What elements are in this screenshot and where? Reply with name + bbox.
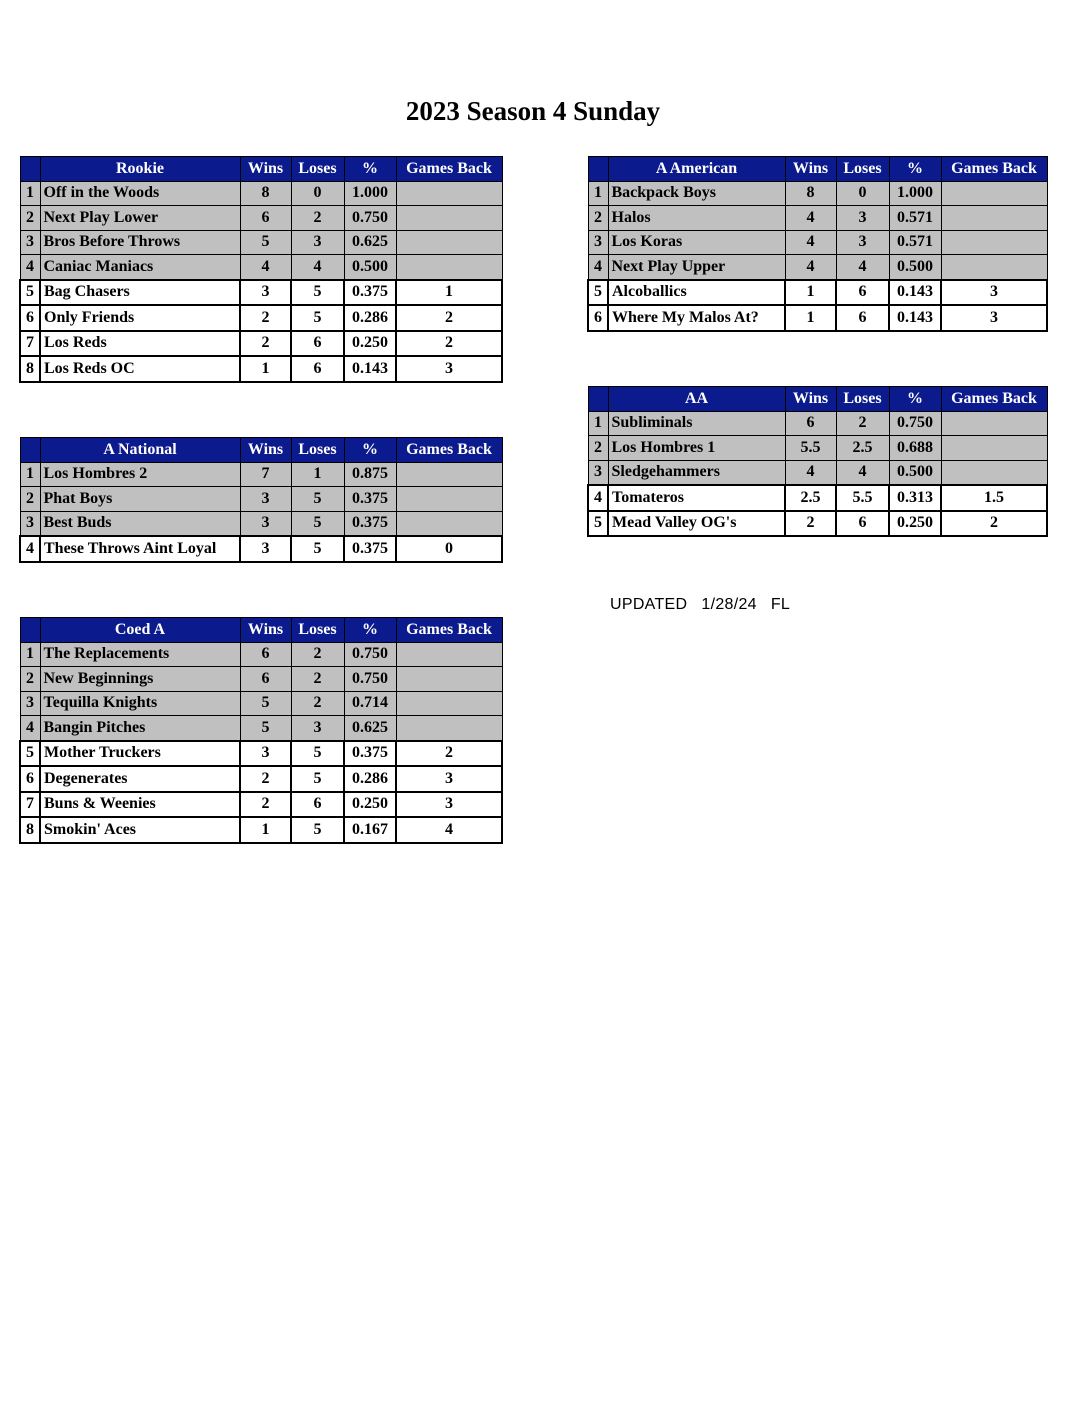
- pct-cell: 0.688: [889, 436, 941, 461]
- wins-cell: 6: [240, 667, 291, 692]
- rank-cell: 5: [588, 511, 608, 537]
- rank-cell: 8: [20, 817, 40, 843]
- loses-cell: 4: [836, 460, 889, 485]
- games-back-cell: [396, 642, 502, 667]
- games-back-cell: 1.5: [941, 485, 1047, 511]
- games-back-cell: 0: [396, 536, 502, 562]
- rank-cell: 3: [20, 691, 40, 716]
- division-name: AA: [608, 387, 785, 412]
- games-back-header: Games Back: [396, 157, 502, 182]
- header-row: [588, 387, 1047, 412]
- header-row: [20, 157, 502, 182]
- rank-cell: 7: [20, 331, 40, 357]
- wins-cell: 3: [240, 536, 291, 562]
- rank-cell: 2: [20, 206, 40, 231]
- wins-cell: 1: [785, 280, 836, 306]
- rank-cell: 5: [20, 741, 40, 767]
- games-back-cell: [941, 460, 1047, 485]
- team-row: [588, 206, 1047, 231]
- games-back-cell: [396, 667, 502, 692]
- team-name-cell: Bag Chasers: [40, 280, 240, 306]
- division-name: A National: [40, 438, 240, 463]
- loses-cell: 5: [291, 305, 344, 331]
- wins-cell: 2: [240, 792, 291, 818]
- rank-cell: 3: [588, 230, 608, 255]
- wins-header: Wins: [785, 157, 836, 182]
- standings-table-a-national: [19, 437, 503, 563]
- pct-cell: 0.750: [889, 411, 941, 436]
- team-row: [20, 487, 502, 512]
- games-back-cell: 2: [941, 511, 1047, 537]
- wins-header: Wins: [240, 438, 291, 463]
- wins-cell: 6: [240, 642, 291, 667]
- wins-cell: 5.5: [785, 436, 836, 461]
- loses-cell: 2: [291, 667, 344, 692]
- team-row: [20, 792, 502, 818]
- pct-cell: 0.143: [889, 280, 941, 306]
- loses-cell: 0: [836, 181, 889, 206]
- updated-date: 1/28/24: [701, 596, 757, 613]
- pct-cell: 0.750: [344, 667, 396, 692]
- games-back-cell: [396, 487, 502, 512]
- pct-cell: 0.500: [344, 255, 396, 280]
- team-name-cell: Mother Truckers: [40, 741, 240, 767]
- rank-cell: 4: [20, 536, 40, 562]
- team-name-cell: Degenerates: [40, 766, 240, 792]
- team-name-cell: Off in the Woods: [40, 181, 240, 206]
- wins-cell: 2.5: [785, 485, 836, 511]
- pct-header: %: [344, 438, 396, 463]
- rank-header: [20, 618, 40, 643]
- rank-cell: 1: [20, 181, 40, 206]
- wins-cell: 4: [785, 206, 836, 231]
- page-title: 2023 Season 4 Sunday: [405, 96, 661, 126]
- pct-cell: 0.375: [344, 511, 396, 536]
- team-row: [20, 280, 502, 306]
- pct-cell: 0.500: [889, 460, 941, 485]
- games-back-header: Games Back: [941, 387, 1047, 412]
- rank-cell: 4: [588, 485, 608, 511]
- team-name-cell: The Replacements: [40, 642, 240, 667]
- pct-cell: 0.286: [344, 766, 396, 792]
- team-row: [588, 436, 1047, 461]
- rank-cell: 4: [588, 255, 608, 280]
- division-name: Coed A: [40, 618, 240, 643]
- wins-cell: 4: [785, 230, 836, 255]
- team-row: [588, 485, 1047, 511]
- wins-header: Wins: [240, 157, 291, 182]
- team-row: [20, 741, 502, 767]
- games-back-cell: [396, 206, 502, 231]
- pct-cell: 0.875: [344, 462, 396, 487]
- team-row: [20, 356, 502, 382]
- loses-cell: 3: [836, 230, 889, 255]
- team-row: [20, 766, 502, 792]
- loses-cell: 5: [291, 766, 344, 792]
- wins-cell: 3: [240, 741, 291, 767]
- loses-cell: 6: [291, 331, 344, 357]
- games-back-header: Games Back: [941, 157, 1047, 182]
- pct-cell: 0.375: [344, 487, 396, 512]
- wins-cell: 2: [785, 511, 836, 537]
- games-back-cell: 3: [941, 280, 1047, 306]
- team-row: [588, 411, 1047, 436]
- games-back-cell: [941, 436, 1047, 461]
- pct-cell: 0.714: [344, 691, 396, 716]
- loses-cell: 2: [291, 206, 344, 231]
- loses-cell: 5: [291, 280, 344, 306]
- wins-cell: 2: [240, 331, 291, 357]
- wins-cell: 3: [240, 487, 291, 512]
- wins-header: Wins: [785, 387, 836, 412]
- rank-cell: 6: [20, 766, 40, 792]
- team-row: [20, 691, 502, 716]
- team-row: [20, 716, 502, 741]
- pct-cell: 0.167: [344, 817, 396, 843]
- games-back-cell: [941, 230, 1047, 255]
- updated-initials: FL: [770, 596, 791, 613]
- team-row: [588, 511, 1047, 537]
- team-name-cell: Buns & Weenies: [40, 792, 240, 818]
- games-back-cell: [941, 411, 1047, 436]
- team-name-cell: Caniac Maniacs: [40, 255, 240, 280]
- loses-cell: 5: [291, 536, 344, 562]
- team-row: [20, 462, 502, 487]
- rank-cell: 3: [20, 230, 40, 255]
- team-name-cell: Tomateros: [608, 485, 785, 511]
- team-name-cell: Only Friends: [40, 305, 240, 331]
- games-back-cell: [941, 255, 1047, 280]
- team-row: [588, 181, 1047, 206]
- rank-cell: 1: [588, 181, 608, 206]
- wins-cell: 8: [785, 181, 836, 206]
- standings-table-coed-a: [19, 617, 503, 844]
- wins-cell: 4: [785, 255, 836, 280]
- rank-cell: 5: [588, 280, 608, 306]
- loses-cell: 6: [836, 305, 889, 331]
- loses-cell: 6: [291, 356, 344, 382]
- team-row: [588, 255, 1047, 280]
- updated-label: UPDATED: [610, 596, 688, 613]
- team-name-cell: Mead Valley OG's: [608, 511, 785, 537]
- games-back-cell: [941, 206, 1047, 231]
- games-back-cell: 2: [396, 305, 502, 331]
- loses-cell: 4: [291, 255, 344, 280]
- pct-cell: 0.375: [344, 536, 396, 562]
- team-row: [20, 511, 502, 536]
- wins-cell: 2: [240, 305, 291, 331]
- pct-cell: 0.250: [344, 331, 396, 357]
- team-name-cell: Best Buds: [40, 511, 240, 536]
- loses-cell: 5: [291, 741, 344, 767]
- rank-cell: 2: [20, 667, 40, 692]
- team-row: [20, 230, 502, 255]
- wins-cell: 6: [240, 206, 291, 231]
- loses-cell: 2: [291, 691, 344, 716]
- rank-cell: 1: [20, 642, 40, 667]
- team-name-cell: Smokin' Aces: [40, 817, 240, 843]
- team-name-cell: Los Hombres 1: [608, 436, 785, 461]
- team-row: [20, 642, 502, 667]
- rank-cell: 8: [20, 356, 40, 382]
- games-back-cell: 3: [396, 356, 502, 382]
- wins-cell: 8: [240, 181, 291, 206]
- pct-cell: 0.313: [889, 485, 941, 511]
- wins-cell: 1: [240, 356, 291, 382]
- loses-cell: 5.5: [836, 485, 889, 511]
- rank-cell: 6: [20, 305, 40, 331]
- wins-cell: 1: [785, 305, 836, 331]
- loses-cell: 3: [836, 206, 889, 231]
- team-name-cell: New Beginnings: [40, 667, 240, 692]
- loses-cell: 5: [291, 817, 344, 843]
- loses-cell: 3: [291, 230, 344, 255]
- team-row: [20, 255, 502, 280]
- team-name-cell: Tequilla Knights: [40, 691, 240, 716]
- loses-header: Loses: [836, 387, 889, 412]
- games-back-cell: 2: [396, 331, 502, 357]
- team-name-cell: Subliminals: [608, 411, 785, 436]
- division-name: A American: [608, 157, 785, 182]
- rank-cell: 3: [20, 511, 40, 536]
- wins-cell: 6: [785, 411, 836, 436]
- team-name-cell: Bros Before Throws: [40, 230, 240, 255]
- loses-cell: 6: [836, 511, 889, 537]
- pct-cell: 1.000: [889, 181, 941, 206]
- games-back-cell: 3: [396, 766, 502, 792]
- rank-cell: 3: [588, 460, 608, 485]
- games-back-cell: [396, 255, 502, 280]
- team-row: [20, 331, 502, 357]
- wins-cell: 1: [240, 817, 291, 843]
- team-name-cell: Bangin Pitches: [40, 716, 240, 741]
- loses-cell: 1: [291, 462, 344, 487]
- wins-cell: 4: [785, 460, 836, 485]
- games-back-header: Games Back: [396, 618, 502, 643]
- rank-cell: 4: [20, 716, 40, 741]
- team-name-cell: Backpack Boys: [608, 181, 785, 206]
- games-back-cell: [396, 462, 502, 487]
- games-back-cell: [396, 716, 502, 741]
- rank-cell: 5: [20, 280, 40, 306]
- team-row: [588, 305, 1047, 331]
- loses-header: Loses: [291, 157, 344, 182]
- pct-cell: 0.143: [889, 305, 941, 331]
- standings-table-rookie: [19, 156, 503, 383]
- rank-header: [588, 387, 608, 412]
- games-back-cell: [396, 230, 502, 255]
- rank-cell: 1: [588, 411, 608, 436]
- team-row: [588, 280, 1047, 306]
- pct-cell: 0.375: [344, 741, 396, 767]
- pct-cell: 0.143: [344, 356, 396, 382]
- wins-cell: 3: [240, 511, 291, 536]
- standings-table-aa: [587, 386, 1048, 537]
- wins-cell: 5: [240, 716, 291, 741]
- pct-header: %: [889, 387, 941, 412]
- pct-cell: 0.625: [344, 230, 396, 255]
- loses-header: Loses: [291, 438, 344, 463]
- team-name-cell: Phat Boys: [40, 487, 240, 512]
- loses-cell: 2.5: [836, 436, 889, 461]
- team-name-cell: Halos: [608, 206, 785, 231]
- pct-cell: 0.750: [344, 206, 396, 231]
- team-name-cell: Los Reds: [40, 331, 240, 357]
- pct-header: %: [344, 618, 396, 643]
- rank-header: [588, 157, 608, 182]
- team-row: [20, 817, 502, 843]
- team-row: [20, 181, 502, 206]
- team-name-cell: Next Play Upper: [608, 255, 785, 280]
- loses-cell: 6: [836, 280, 889, 306]
- pct-cell: 0.500: [889, 255, 941, 280]
- team-name-cell: Los Hombres 2: [40, 462, 240, 487]
- pct-cell: 0.750: [344, 642, 396, 667]
- team-row: [588, 230, 1047, 255]
- games-back-cell: 4: [396, 817, 502, 843]
- games-back-cell: 3: [941, 305, 1047, 331]
- games-back-cell: 2: [396, 741, 502, 767]
- pct-cell: 0.571: [889, 206, 941, 231]
- header-row: [20, 438, 502, 463]
- team-row: [20, 536, 502, 562]
- loses-cell: 2: [836, 411, 889, 436]
- games-back-cell: [396, 181, 502, 206]
- pct-cell: 1.000: [344, 181, 396, 206]
- games-back-cell: 1: [396, 280, 502, 306]
- team-name-cell: Where My Malos At?: [608, 305, 785, 331]
- loses-cell: 5: [291, 511, 344, 536]
- team-name-cell: Next Play Lower: [40, 206, 240, 231]
- wins-cell: 3: [240, 280, 291, 306]
- pct-header: %: [889, 157, 941, 182]
- rank-cell: 2: [588, 206, 608, 231]
- loses-cell: 2: [291, 642, 344, 667]
- loses-header: Loses: [291, 618, 344, 643]
- pct-cell: 0.286: [344, 305, 396, 331]
- rank-header: [20, 157, 40, 182]
- header-row: [20, 618, 502, 643]
- loses-cell: 0: [291, 181, 344, 206]
- rank-cell: 4: [20, 255, 40, 280]
- loses-cell: 3: [291, 716, 344, 741]
- updated-note: [610, 596, 804, 614]
- games-back-cell: [396, 511, 502, 536]
- wins-cell: 4: [240, 255, 291, 280]
- wins-cell: 5: [240, 230, 291, 255]
- rank-cell: 2: [588, 436, 608, 461]
- division-name: Rookie: [40, 157, 240, 182]
- team-name-cell: Alcoballics: [608, 280, 785, 306]
- team-row: [588, 460, 1047, 485]
- rank-cell: 6: [588, 305, 608, 331]
- team-name-cell: Los Koras: [608, 230, 785, 255]
- rank-header: [20, 438, 40, 463]
- pct-cell: 0.375: [344, 280, 396, 306]
- loses-cell: 6: [291, 792, 344, 818]
- wins-cell: 7: [240, 462, 291, 487]
- games-back-cell: 3: [396, 792, 502, 818]
- standings-table-a-american: [587, 156, 1048, 332]
- team-row: [20, 206, 502, 231]
- pct-cell: 0.571: [889, 230, 941, 255]
- rank-cell: 7: [20, 792, 40, 818]
- games-back-cell: [396, 691, 502, 716]
- loses-cell: 4: [836, 255, 889, 280]
- team-row: [20, 305, 502, 331]
- team-name-cell: These Throws Aint Loyal: [40, 536, 240, 562]
- pct-cell: 0.250: [344, 792, 396, 818]
- team-name-cell: Sledgehammers: [608, 460, 785, 485]
- team-name-cell: Los Reds OC: [40, 356, 240, 382]
- wins-cell: 2: [240, 766, 291, 792]
- rank-cell: 2: [20, 487, 40, 512]
- pct-cell: 0.250: [889, 511, 941, 537]
- games-back-header: Games Back: [396, 438, 502, 463]
- header-row: [588, 157, 1047, 182]
- wins-header: Wins: [240, 618, 291, 643]
- loses-header: Loses: [836, 157, 889, 182]
- wins-cell: 5: [240, 691, 291, 716]
- games-back-cell: [941, 181, 1047, 206]
- loses-cell: 5: [291, 487, 344, 512]
- pct-header: %: [344, 157, 396, 182]
- rank-cell: 1: [20, 462, 40, 487]
- pct-cell: 0.625: [344, 716, 396, 741]
- team-row: [20, 667, 502, 692]
